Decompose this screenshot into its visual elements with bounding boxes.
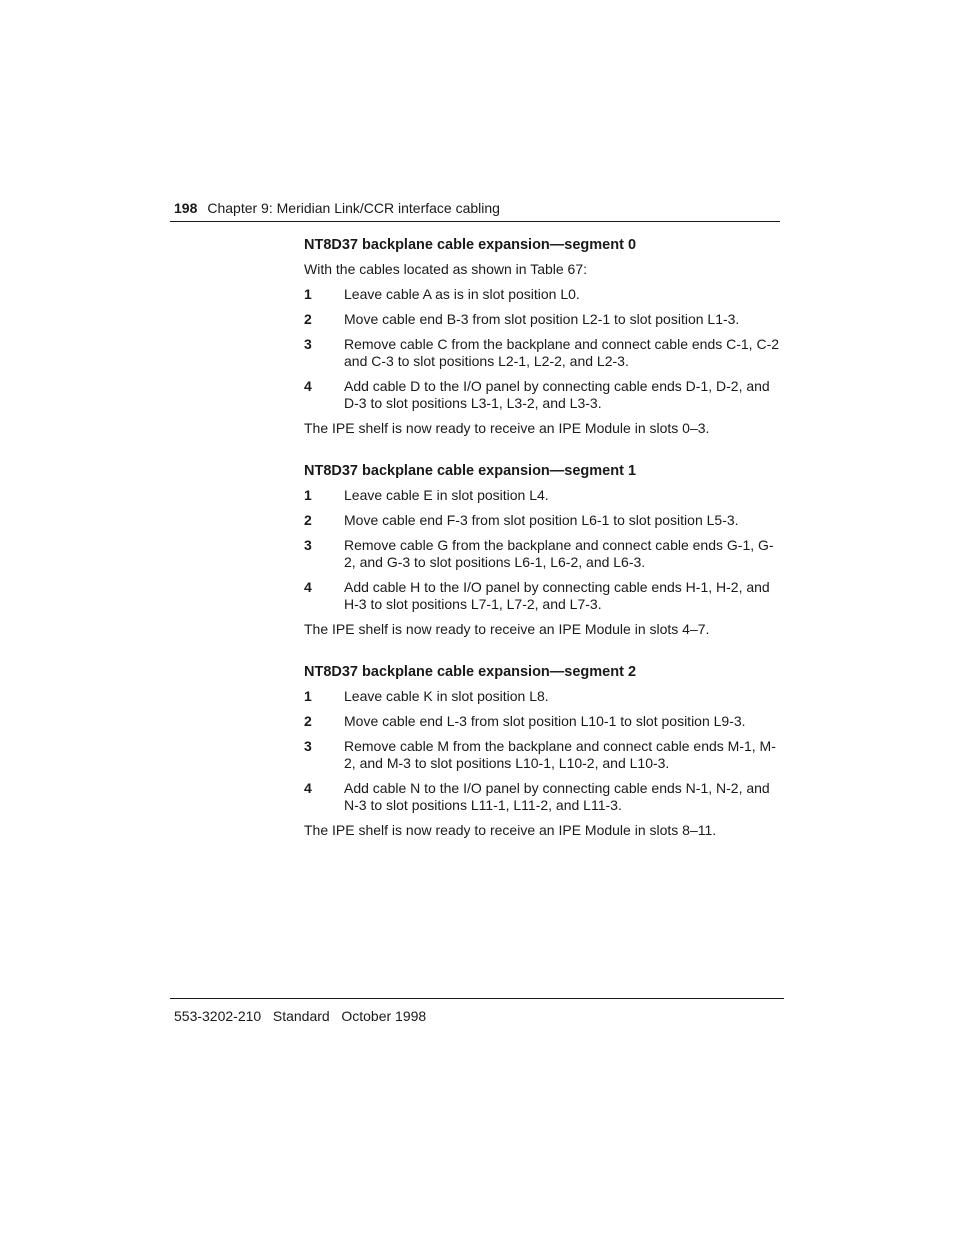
footer-rule — [170, 998, 784, 999]
step-text: Leave cable K in slot position L8. — [344, 688, 549, 704]
step-text: Leave cable A as is in slot position L0. — [344, 286, 580, 302]
step-number: 1 — [304, 286, 312, 302]
section-heading: NT8D37 backplane cable expansion—segment 0 — [304, 237, 637, 253]
step-item — [304, 780, 779, 814]
page-number: 198 — [174, 200, 198, 216]
step-item — [304, 311, 779, 328]
step-number: 4 — [304, 378, 312, 394]
step-item — [304, 738, 779, 772]
step-text: Add cable N to the I/O panel by connecting cable ends N-1, N-2, and N-3 to slot positions L11-1, L11-2, and L11-3. — [344, 780, 770, 813]
section-conclusion: The IPE shelf is now ready to receive an IPE Module in slots 8–11. — [304, 822, 717, 838]
step-text: Remove cable M from the backplane and connect cable ends M-1, M-2, and M-3 to slot positions L10-1, L10-2, and L10-3. — [344, 738, 776, 771]
step-text: Leave cable E in slot position L4. — [344, 487, 549, 503]
step-number: 3 — [304, 336, 312, 352]
step-item — [304, 378, 779, 412]
step-item — [304, 512, 779, 529]
document-status: Standard — [272, 1008, 330, 1024]
step-number: 4 — [304, 579, 312, 595]
step-item — [304, 713, 779, 730]
document-number: 553-3202-210 — [174, 1008, 262, 1024]
step-number: 3 — [304, 738, 312, 754]
step-text: Move cable end F-3 from slot position L6-1 to slot position L5-3. — [344, 512, 739, 528]
section-segment-1 — [304, 462, 779, 638]
section-heading: NT8D37 backplane cable expansion—segment 2 — [304, 664, 637, 680]
step-text: Remove cable C from the backplane and connect cable ends C-1, C-2 and C-3 to slot positions L2-1, L2-2, and L2-3. — [344, 336, 780, 369]
step-item — [304, 487, 779, 504]
running-header — [174, 199, 780, 217]
chapter-title: Chapter 9: Meridian Link/CCR interface cabling — [207, 200, 500, 216]
publication-date: October 1998 — [341, 1008, 427, 1024]
running-footer — [174, 1007, 426, 1025]
step-number: 1 — [304, 487, 312, 503]
step-text: Move cable end B-3 from slot position L2-1 to slot position L1-3. — [344, 311, 740, 327]
section-intro: With the cables located as shown in Table 67: — [304, 261, 588, 277]
step-item — [304, 336, 779, 370]
section-heading: NT8D37 backplane cable expansion—segment 1 — [304, 463, 637, 479]
page-body — [304, 236, 779, 839]
step-text: Add cable D to the I/O panel by connecting cable ends D-1, D-2, and D-3 to slot positions L3-1, L3-2, and L3-3. — [344, 378, 770, 411]
step-text: Move cable end L-3 from slot position L10-1 to slot position L9-3. — [344, 713, 746, 729]
step-item — [304, 688, 779, 705]
step-number: 1 — [304, 688, 312, 704]
step-item — [304, 579, 779, 613]
section-segment-2 — [304, 663, 779, 839]
step-number: 2 — [304, 512, 312, 528]
section-conclusion: The IPE shelf is now ready to receive an IPE Module in slots 0–3. — [304, 420, 710, 436]
step-text: Remove cable G from the backplane and connect cable ends G-1, G-2, and G-3 to slot positions L6-1, L6-2, and L6-3. — [344, 537, 774, 570]
step-number: 3 — [304, 537, 312, 553]
step-number: 2 — [304, 713, 312, 729]
step-text: Add cable H to the I/O panel by connecting cable ends H-1, H-2, and H-3 to slot positions L7-1, L7-2, and L7-3. — [344, 579, 770, 612]
step-number: 2 — [304, 311, 312, 327]
step-number: 4 — [304, 780, 312, 796]
step-item — [304, 286, 779, 303]
section-segment-0 — [304, 236, 779, 437]
header-rule — [170, 221, 780, 222]
step-item — [304, 537, 779, 571]
section-conclusion: The IPE shelf is now ready to receive an IPE Module in slots 4–7. — [304, 621, 710, 637]
